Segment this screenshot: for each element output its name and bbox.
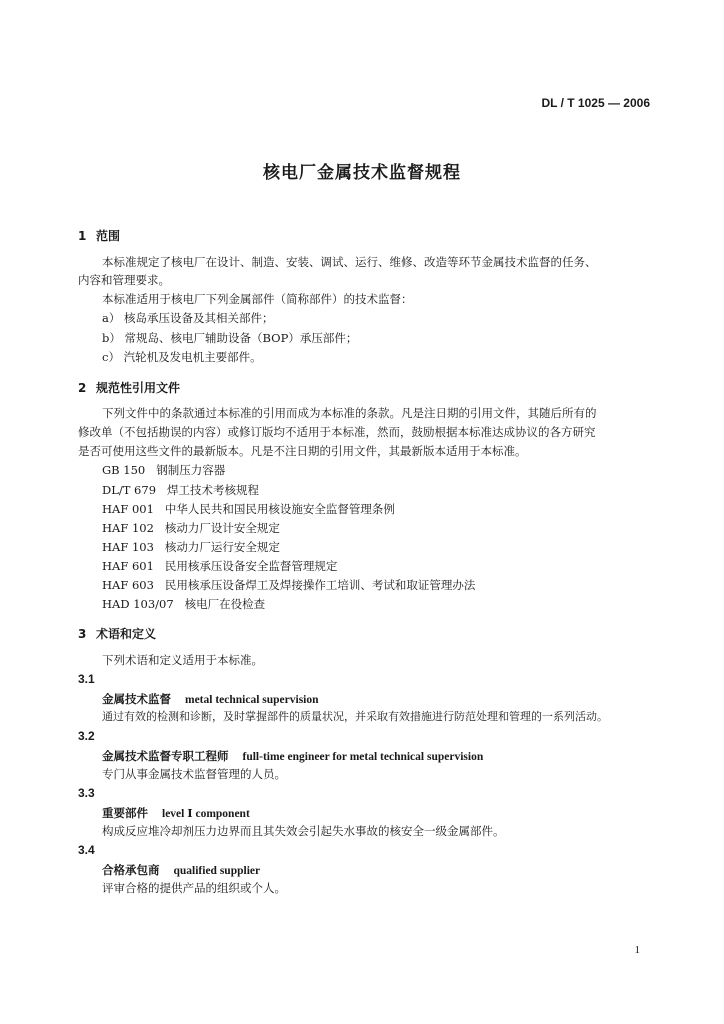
paragraph-line: 是否可使用这些文件的最新版本。凡是不注日期的引用文件，其最新版本适用于本标准。 <box>78 444 527 458</box>
term-english: level Ⅰ component <box>162 808 250 820</box>
standard-number: DL / T 1025 — 2006 <box>541 96 650 110</box>
reference-title: 民用核承压设备焊工及焊接操作工培训、考试和取证管理办法 <box>164 578 476 592</box>
reference-item <box>102 521 280 535</box>
subsection-number: 3.1 <box>78 672 95 686</box>
reference-code: HAF 603 <box>102 578 154 592</box>
reference-item <box>102 463 225 477</box>
reference-title: 核动力厂设计安全规定 <box>164 521 280 535</box>
term-heading <box>102 805 250 821</box>
reference-item <box>102 483 259 497</box>
reference-item <box>102 502 395 516</box>
section-number: 1 <box>78 229 87 243</box>
reference-item <box>102 597 265 611</box>
term-heading <box>102 691 319 707</box>
reference-code: HAF 103 <box>102 540 154 554</box>
term-definition: 通过有效的检测和诊断，及时掌握部件的质量状况，并采取有效措施进行防范处理和管理的一系列活动。 <box>102 710 608 723</box>
reference-item <box>102 559 337 573</box>
term-english: qualified supplier <box>173 865 261 877</box>
subsection-number: 3.2 <box>78 729 95 743</box>
section-1-heading <box>78 227 120 244</box>
section-title: 范围 <box>96 229 121 243</box>
list-item: b） 常规岛、核电厂辅助设备（BOP）承压部件； <box>102 331 358 345</box>
reference-code: GB 150 <box>102 463 146 477</box>
page-number: 1 <box>634 944 640 956</box>
term-heading <box>102 862 260 878</box>
term-chinese: 合格承包商 <box>102 863 160 877</box>
reference-item <box>102 540 280 554</box>
reference-title: 核动力厂运行安全规定 <box>164 540 280 554</box>
reference-title: 焊工技术考核规程 <box>166 483 259 497</box>
reference-code: HAD 103/07 <box>102 597 174 611</box>
section-number: 2 <box>78 381 87 395</box>
paragraph-line: 内容和管理要求。 <box>78 273 170 287</box>
subsection-number: 3.4 <box>78 843 95 857</box>
list-item: a） 核岛承压设备及其相关部件； <box>102 311 274 325</box>
reference-title: 中华人民共和国民用核设施安全监督管理条例 <box>164 502 395 516</box>
term-chinese: 金属技术监督专职工程师 <box>102 749 229 763</box>
term-definition: 构成反应堆冷却剂压力边界而且其失效会引起失水事故的核安全一级金属部件。 <box>102 824 505 838</box>
reference-title: 核电厂在役检查 <box>184 597 266 611</box>
term-definition: 专门从事金属技术监督管理的人员。 <box>102 767 286 781</box>
section-title: 规范性引用文件 <box>96 381 181 395</box>
paragraph-line: 本标准规定了核电厂在设计、制造、安装、调试、运行、维修、改造等环节金属技术监督的任务、 <box>102 255 597 269</box>
term-heading <box>102 748 483 764</box>
reference-title: 民用核承压设备安全监督管理规定 <box>164 559 338 573</box>
list-item: c） 汽轮机及发电机主要部件。 <box>102 350 262 364</box>
section-number: 3 <box>78 627 87 641</box>
term-definition: 评审合格的提供产品的组织或个人。 <box>102 881 286 895</box>
term-chinese: 重要部件 <box>102 806 148 820</box>
term-chinese: 金属技术监督 <box>102 692 171 706</box>
reference-code: HAF 102 <box>102 521 154 535</box>
subsection-number: 3.3 <box>78 786 95 800</box>
term-english: full-time engineer for metal technical supervision <box>242 751 484 763</box>
paragraph-line: 修改单（不包括勘误的内容）或修订版均不适用于本标准，然而，鼓励根据本标准达成协议的各方研究 <box>78 425 596 439</box>
paragraph-line: 下列文件中的条款通过本标准的引用而成为本标准的条款。凡是注日期的引用文件，其随后所有的 <box>102 406 597 420</box>
reference-item <box>102 578 475 592</box>
document-title: 核电厂金属技术监督规程 <box>263 163 461 183</box>
section-2-heading <box>78 379 180 396</box>
reference-code: DL/T 679 <box>102 483 157 497</box>
section-3-heading <box>78 625 156 642</box>
reference-code: HAF 601 <box>102 559 154 573</box>
reference-code: HAF 001 <box>102 502 154 516</box>
paragraph-line: 本标准适用于核电厂下列金属部件（简称部件）的技术监督： <box>102 292 413 306</box>
term-english: metal technical supervision <box>185 694 319 706</box>
section-title: 术语和定义 <box>96 627 157 641</box>
paragraph-line: 下列术语和定义适用于本标准。 <box>102 653 263 667</box>
reference-title: 钢制压力容器 <box>156 463 226 477</box>
